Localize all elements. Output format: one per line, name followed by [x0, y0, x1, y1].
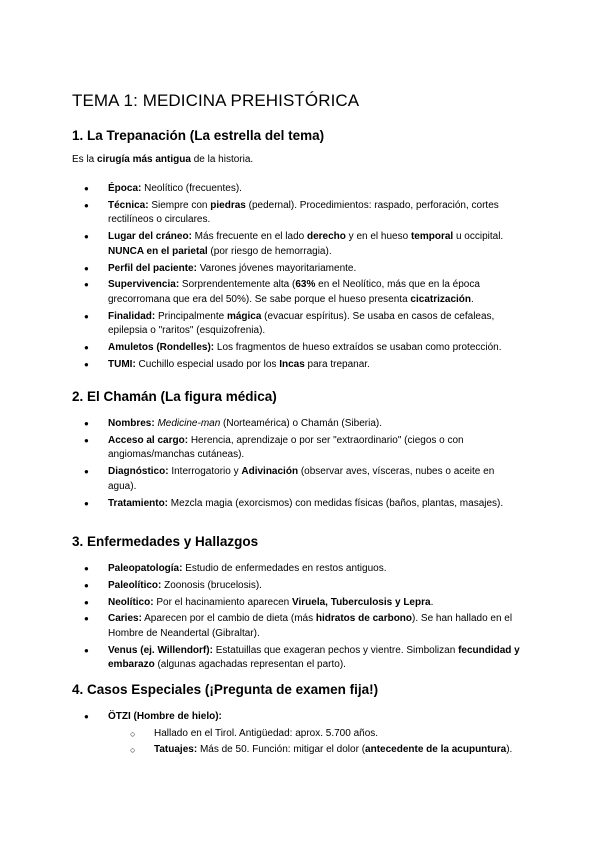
section-heading-trepanation: 1. La Trepanación (La estrella del tema)	[72, 128, 325, 143]
list-item: ● Supervivencia: Sorprendentemente alta (63% en el Neolítico, más que en la época grecorromana que era del 50%). Se sabe porque el hueso presenta cicatrización.	[84, 278, 524, 307]
list-item: ● Paleopatología: Estudio de enfermedades en restos antiguos.	[84, 562, 524, 577]
section-heading-shaman: 2. El Chamán (La figura médica)	[72, 389, 277, 404]
list-item: ● Lugar del cráneo: Más frecuente en el lado derecho y en el hueso temporal u occipital. NUNCA en el parietal (por riesgo de hemorragia).	[84, 230, 524, 259]
list-item: ● Paleolítico: Zoonosis (brucelosis).	[84, 579, 524, 594]
list-item: ● Venus (ej. Willendorf): Estatuillas que exageran pechos y vientre. Simbolizan fecundidad y embarazo (algunas agachadas representan el parto).	[84, 644, 524, 673]
sublist-item: ○ Tatuajes: Más de 50. Función: mitigar el dolor (antecedente de la acupuntura).	[130, 743, 520, 758]
section-heading-diseases: 3. Enfermedades y Hallazgos	[72, 534, 259, 549]
shaman-list	[84, 417, 524, 513]
list-item: ● Acceso al cargo: Herencia, aprendizaje o por ser "extraordinario" (ciegos o con angiomas/manchas cutáneas).	[84, 434, 524, 463]
list-item: ● Neolítico: Por el hacinamiento aparecen Viruela, Tuberculosis y Lepra.	[84, 596, 524, 611]
special-cases-list	[84, 710, 524, 760]
list-item: ● Época: Neolítico (frecuentes).	[84, 182, 524, 197]
list-item: ● ÖTZI (Hombre de hielo): ○ Hallado en el Tirol. Antigüedad: aprox. 5.700 años. ○ Tatuajes: Más de 50. Función: mitigar el dolor (antecedente de la acupuntura).	[84, 710, 524, 758]
page-title: TEMA 1: MEDICINA PREHISTÓRICA	[72, 91, 360, 110]
list-item: ● TUMI: Cuchillo especial usado por los Incas para trepanar.	[84, 358, 524, 373]
list-item: ● Diagnóstico: Interrogatorio y Adivinación (observar aves, vísceras, nubes o aceite en agua).	[84, 465, 524, 494]
section-heading-special-cases: 4. Casos Especiales (¡Pregunta de examen fija!)	[72, 682, 379, 697]
list-item: ● Finalidad: Principalmente mágica (evacuar espíritus). Se usaba en casos de cefaleas, epilepsia o "raritos" (esquizofrenia).	[84, 310, 524, 339]
list-item: ● Técnica: Siempre con piedras (pedernal). Procedimientos: raspado, perforación, cortes rectilíneos o circulares.	[84, 199, 524, 228]
list-item: ● Caries: Aparecen por el cambio de dieta (más hidratos de carbono). Se han hallado en el Hombre de Neandertal (Gibraltar).	[84, 612, 524, 641]
sublist-item: ○ Hallado en el Tirol. Antigüedad: aprox. 5.700 años.	[130, 727, 520, 742]
section-intro: Es la cirugía más antigua de la historia.	[72, 154, 254, 165]
diseases-list	[84, 562, 524, 675]
otzi-sublist	[130, 727, 520, 758]
list-item: ● Tratamiento: Mezcla magia (exorcismos) con medidas físicas (baños, plantas, masajes).	[84, 497, 524, 512]
list-item: ● Amuletos (Rondelles): Los fragmentos de hueso extraídos se usaban como protección.	[84, 341, 524, 356]
trepanation-list	[84, 182, 524, 375]
list-item: ● Nombres: Medicine-man (Norteamérica) o Chamán (Siberia).	[84, 417, 524, 432]
list-item: ● Perfil del paciente: Varones jóvenes mayoritariamente.	[84, 262, 524, 277]
